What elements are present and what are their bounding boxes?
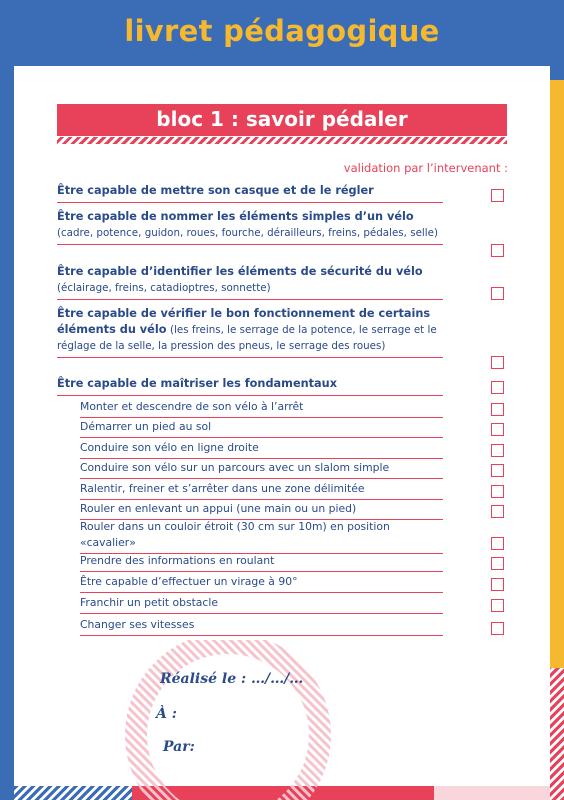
criterion-3-detail: (éclairage, freins, catadioptres, sonnette) xyxy=(57,282,271,294)
checkbox-criterion-5[interactable] xyxy=(491,381,504,394)
criterion-5 xyxy=(57,376,443,396)
criterion-5-title: Être capable de maîtriser les fondamentaux xyxy=(57,377,337,390)
bloc-banner xyxy=(57,104,507,136)
checkbox-fundamental-2[interactable] xyxy=(491,423,504,436)
checkbox-fundamental-5[interactable] xyxy=(491,485,504,498)
document-title: livret pédagogique xyxy=(124,14,440,48)
checkbox-criterion-1[interactable] xyxy=(491,189,504,202)
checkbox-criterion-3[interactable] xyxy=(491,287,504,300)
checkbox-fundamental-8[interactable] xyxy=(491,557,504,570)
fundamental-9: Être capable d’effectuer un virage à 90° xyxy=(80,574,443,593)
checkbox-fundamental-1[interactable] xyxy=(491,403,504,416)
checkbox-fundamental-3[interactable] xyxy=(491,444,504,457)
bottom-left-stripes xyxy=(14,786,132,800)
checkbox-fundamental-10[interactable] xyxy=(491,599,504,612)
fundamental-11: Changer ses vitesses xyxy=(80,617,443,636)
bottom-pink-band xyxy=(434,786,550,800)
criterion-4-detail: (les freins, le serrage de la potence, le serrage et le réglage de la selle, la pression des pneus, le serrage des roues) xyxy=(57,324,437,352)
criterion-2-title: Être capable de nommer les éléments simples d’un vélo xyxy=(57,210,414,223)
checkbox-fundamental-11[interactable] xyxy=(491,622,504,635)
criterion-4-title: Être capable de vérifier le bon fonctionnement de certains éléments du vélo xyxy=(57,307,431,336)
validation-label: validation par l’intervenant : xyxy=(343,161,508,175)
bloc-title: bloc 1 : savoir pédaler xyxy=(156,107,408,131)
fundamental-3: Conduire son vélo en ligne droite xyxy=(80,440,443,459)
criterion-1 xyxy=(57,183,443,203)
checkbox-fundamental-9[interactable] xyxy=(491,578,504,591)
seal-decoration xyxy=(118,640,338,800)
checkbox-fundamental-7[interactable] xyxy=(491,537,504,550)
fundamental-4: Conduire son vélo sur un parcours avec un slalom simple xyxy=(80,460,443,479)
checkbox-criterion-2[interactable] xyxy=(491,244,504,257)
criterion-4 xyxy=(57,306,443,358)
checkbox-criterion-4[interactable] xyxy=(491,356,504,369)
fundamental-5: Ralentir, freiner et s’arrêter dans une zone délimitée xyxy=(80,481,443,500)
place-label: À : xyxy=(156,706,177,722)
fundamental-7: Rouler dans un couloir étroit (30 cm sur 10m) en position «cavalier» xyxy=(80,519,443,554)
criterion-2 xyxy=(57,209,443,245)
checkbox-fundamental-6[interactable] xyxy=(491,505,504,518)
fundamental-1: Monter et descendre de son vélo à l’arrêt xyxy=(80,399,443,418)
fundamental-6: Rouler en enlevant un appui (une main ou un pied) xyxy=(80,501,443,520)
criterion-1-title: Être capable de mettre son casque et de le régler xyxy=(57,184,374,197)
left-band xyxy=(0,0,14,800)
by-label: Par: xyxy=(163,739,195,755)
criterion-3-title: Être capable d’identifier les éléments de sécurité du vélo xyxy=(57,265,423,278)
date-label: Réalisé le : …/…/… xyxy=(160,671,304,687)
right-stripes xyxy=(550,668,564,800)
bloc-hatch xyxy=(57,137,507,144)
fundamental-10: Franchir un petit obstacle xyxy=(80,595,443,614)
fundamental-8: Prendre des informations en roulant xyxy=(80,553,443,572)
fundamental-2: Démarrer un pied au sol xyxy=(80,419,443,438)
checkbox-fundamental-4[interactable] xyxy=(491,464,504,477)
criterion-2-detail: (cadre, potence, guidon, roues, fourche, dérailleurs, freins, pédales, selle) xyxy=(57,227,438,239)
right-band-yellow xyxy=(550,80,564,668)
criterion-3 xyxy=(57,264,443,300)
